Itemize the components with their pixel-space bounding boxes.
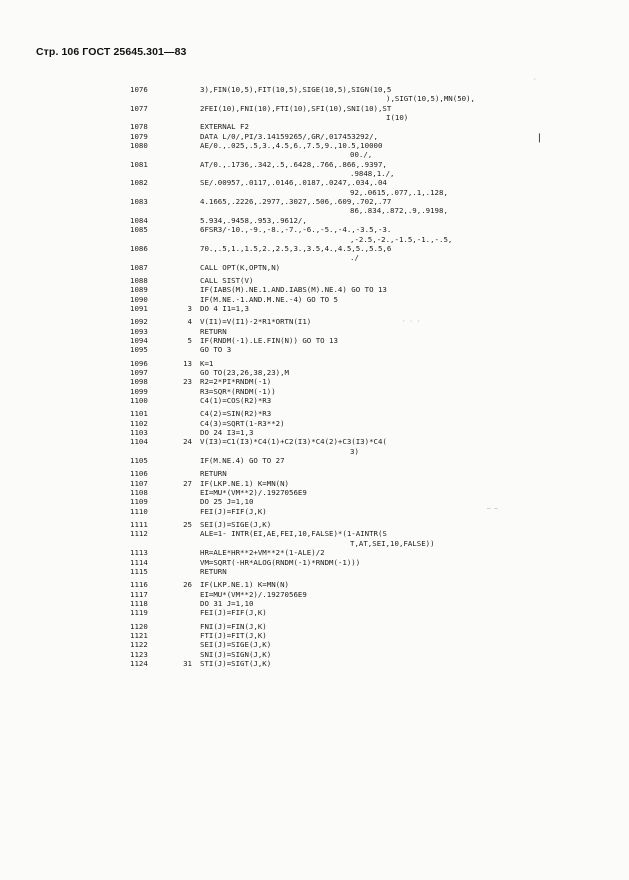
statement-label: 26 <box>183 580 192 590</box>
code-statement: IF(RNDM(-1).LE.FIN(N)) GO TO 13 <box>200 335 338 345</box>
code-statement: CALL SIST(V) <box>200 275 254 285</box>
code-statement: IF(LKP.NE.1) K=MN(N) <box>200 478 289 488</box>
page-header: Стр. 106 ГОСТ 25645.301—83 <box>36 46 187 58</box>
code-continuation: T,AT,SEI,10,FALSE)) <box>350 538 435 548</box>
listing-line <box>0 409 629 418</box>
code-statement: IF(M.NE.-1.AND.M.NE.-4) GO TO 5 <box>200 294 338 304</box>
statement-label: 27 <box>183 478 192 488</box>
line-number: 1103 <box>130 428 148 438</box>
code-statement: DATA L/0/,PI/3.14159265/,GR/,017453292/, <box>200 131 378 141</box>
listing-line <box>0 216 629 225</box>
listing-line <box>0 85 629 104</box>
listing-line <box>0 141 629 160</box>
listing-line <box>0 263 629 272</box>
line-number: 1092 <box>130 317 148 327</box>
listing-line <box>0 345 629 354</box>
listing-line <box>0 304 629 313</box>
code-statement: V(I3)=C1(I3)*C4(1)+C2(I3)*C4(2)+C3(I3)*C4( <box>200 437 387 447</box>
line-number: 1099 <box>130 386 148 396</box>
line-number: 1121 <box>130 630 148 640</box>
code-statement: IF(M.NE.4) GO TO 27 <box>200 456 285 466</box>
listing-line <box>0 608 629 617</box>
line-number: 1086 <box>130 243 148 253</box>
code-continuation: .9848,1./, <box>350 169 395 179</box>
listing-line <box>0 285 629 294</box>
line-number: 1107 <box>130 478 148 488</box>
listing-line <box>0 419 629 428</box>
line-number: 1124 <box>130 658 148 668</box>
line-number: 1111 <box>130 520 148 530</box>
listing-line <box>0 336 629 345</box>
code-statement: FEI(J)=FIF(J,K) <box>200 608 267 618</box>
code-statement: R2=2*PI*RNDM(-1) <box>200 377 272 387</box>
listing-line <box>0 456 629 465</box>
scan-speck: · <box>533 76 537 83</box>
listing-line <box>0 387 629 396</box>
margin-mark: ❘ <box>536 131 543 144</box>
code-statement: AT/0.,.1736,.342,.5,.6428,.766,.866,.9397, <box>200 159 387 169</box>
statement-label: 25 <box>183 520 192 530</box>
code-statement: IF(IABS(M).NE.1.AND.IABS(M).NE.4) GO TO 13 <box>200 285 387 295</box>
code-statement: V(I1)=V(I1)-2*R1*ORTN(I1) <box>200 317 312 327</box>
line-number: 1090 <box>130 294 148 304</box>
listing-line <box>0 428 629 437</box>
code-statement: SEI(J)=SIGE(J,K) <box>200 520 272 530</box>
code-statement: EI=MU*(VM**2)/.1927056E9 <box>200 589 307 599</box>
line-number: 1110 <box>130 506 148 516</box>
code-statement: 4.1665,.2226,.2977,.3027,.506,.609,.702,.77 <box>200 197 392 207</box>
code-statement: ALE=1- INTR(EI,AE,FEI,10,FALSE)*(1-AINTR(S <box>200 529 387 539</box>
listing-line <box>0 659 629 668</box>
line-number: 1088 <box>130 275 148 285</box>
listing-line <box>0 197 629 216</box>
listing-line <box>0 622 629 631</box>
listing-line <box>0 599 629 608</box>
listing-line <box>0 377 629 386</box>
code-statement: RETURN <box>200 566 227 576</box>
code-statement: CALL OPT(K,OPTN,N) <box>200 262 281 272</box>
listing-line <box>0 631 629 640</box>
code-statement: VM=SQRT(-HR*ALOG(RNDM(-1)*RNDM(-1))) <box>200 557 361 567</box>
line-number: 1109 <box>130 497 148 507</box>
code-statement: C4(3)=SQRT(1-R3**2) <box>200 418 285 428</box>
line-number: 1080 <box>130 141 148 151</box>
code-continuation: ./ <box>350 253 359 263</box>
code-statement: SNI(J)=SIGN(J,K) <box>200 649 272 659</box>
code-statement: K=1 <box>200 358 214 368</box>
line-number: 1095 <box>130 345 148 355</box>
code-continuation: 3) <box>350 446 359 456</box>
code-statement: DO 31 J=1,10 <box>200 598 254 608</box>
code-statement: RETURN <box>200 326 227 336</box>
code-statement: GO TO(23,26,38,23),M <box>200 367 289 377</box>
code-statement: 3),FIN(10,5),FIT(10,5),SIGE(10,5),SIGN(10,5 <box>200 85 392 94</box>
line-number: 1113 <box>130 548 148 558</box>
statement-label: 23 <box>183 377 192 387</box>
listing-line <box>0 479 629 488</box>
line-number: 1115 <box>130 566 148 576</box>
line-number: 1108 <box>130 488 148 498</box>
line-number: 1076 <box>130 85 148 94</box>
listing-line <box>0 295 629 304</box>
listing-line <box>0 276 629 285</box>
code-statement: FEI(J)=FIF(J,K) <box>200 506 267 516</box>
code-statement: 70.,.5,1.,1.5,2.,2.5,3.,3.5,4.,4.5,5.,5.5,6 <box>200 243 392 253</box>
line-number: 1122 <box>130 640 148 650</box>
listing-line <box>0 548 629 557</box>
listing-line <box>0 317 629 326</box>
line-number: 1117 <box>130 589 148 599</box>
listing-line <box>0 558 629 567</box>
scan-speck: — — <box>487 505 498 512</box>
line-number: 1123 <box>130 649 148 659</box>
code-continuation: ,-2.5,-2.,-1.5,-1.,-.5, <box>350 234 453 244</box>
line-number: 1102 <box>130 418 148 428</box>
listing-line <box>0 590 629 599</box>
code-statement: 5.934,.9458,.953,.9612/, <box>200 215 307 225</box>
listing-line <box>0 580 629 589</box>
listing-line <box>0 497 629 506</box>
line-number: 1077 <box>130 103 148 113</box>
code-listing <box>0 85 629 668</box>
listing-line <box>0 437 629 456</box>
line-number: 1101 <box>130 409 148 419</box>
statement-label: 3 <box>187 303 192 313</box>
listing-line <box>0 160 629 179</box>
code-statement: GO TO 3 <box>200 345 232 355</box>
listing-line <box>0 488 629 497</box>
code-statement: 2FEI(10),FNI(10),FTI(10),SFI(10),SNI(10),ST <box>200 103 392 113</box>
line-number: 1093 <box>130 326 148 336</box>
listing-line <box>0 567 629 576</box>
line-number: 1096 <box>130 358 148 368</box>
line-number: 1105 <box>130 456 148 466</box>
listing-line <box>0 225 629 244</box>
line-number: 1098 <box>130 377 148 387</box>
listing-line <box>0 529 629 548</box>
line-number: 1114 <box>130 557 148 567</box>
listing-line <box>0 507 629 516</box>
line-number: 1081 <box>130 159 148 169</box>
statement-label: 4 <box>187 317 192 327</box>
listing-line <box>0 327 629 336</box>
line-number: 1120 <box>130 621 148 631</box>
statement-label: 13 <box>183 358 192 368</box>
statement-label: 5 <box>187 335 192 345</box>
listing-line <box>0 359 629 368</box>
code-statement: 6FSR3/-10.,-9.,-8.,-7.,-6.,-5.,-4.,-3.5,-3. <box>200 225 392 235</box>
line-number: 1083 <box>130 197 148 207</box>
code-statement: RETURN <box>200 469 227 479</box>
code-statement: IF(LKP.NE.1) K=MN(N) <box>200 580 289 590</box>
listing-line <box>0 520 629 529</box>
code-continuation: ),SIGT(10,5),MN(50), <box>386 94 475 104</box>
line-number: 1089 <box>130 285 148 295</box>
listing-line <box>0 122 629 131</box>
line-number: 1085 <box>130 225 148 235</box>
listing-line <box>0 178 629 197</box>
statement-label: 31 <box>183 658 192 668</box>
code-statement: EXTERNAL F2 <box>200 122 249 132</box>
line-number: 1082 <box>130 178 148 188</box>
line-number: 1084 <box>130 215 148 225</box>
statement-label: 24 <box>183 437 192 447</box>
code-continuation: 00./, <box>350 150 373 160</box>
code-statement: DO 4 I1=1,3 <box>200 303 249 313</box>
code-statement: AE/0.,.025,.5,3.,4.5,6.,7.5,9.,10.5,10000 <box>200 141 383 151</box>
code-statement: STI(J)=SIGT(J,K) <box>200 658 272 668</box>
listing-line <box>0 640 629 649</box>
code-statement: DO 24 I3=1,3 <box>200 428 254 438</box>
code-continuation: 92,.0615,.077,.1,.128, <box>350 187 448 197</box>
code-statement: HR=ALE*HR**2+VM**2*(1-ALE)/2 <box>200 548 325 558</box>
scan-speck: · · · <box>402 318 421 325</box>
code-statement: SE/.00957,.0117,.0146,.0187,.0247,.034,.04 <box>200 178 387 188</box>
line-number: 1100 <box>130 396 148 405</box>
line-number: 1087 <box>130 262 148 272</box>
code-statement: EI=MU*(VM**2)/.1927056E9 <box>200 488 307 498</box>
line-number: 1119 <box>130 608 148 618</box>
code-statement: C4(2)=SIN(R2)*R3 <box>200 409 272 419</box>
line-number: 1106 <box>130 469 148 479</box>
line-number: 1094 <box>130 335 148 345</box>
code-statement: SEI(J)=SIGE(J,K) <box>200 640 272 650</box>
listing-line <box>0 368 629 377</box>
listing-line <box>0 244 629 263</box>
code-statement: FNI(J)=FIN(J,K) <box>200 621 267 631</box>
line-number: 1112 <box>130 529 148 539</box>
line-number: 1116 <box>130 580 148 590</box>
listing-line <box>0 650 629 659</box>
code-continuation: 86,.834,.872,.9,.9198, <box>350 206 448 216</box>
code-statement: R3=SQR*(RNDM(-1)) <box>200 386 276 396</box>
code-statement: DO 25 J=1,10 <box>200 497 254 507</box>
code-statement: FTI(J)=FIT(J,K) <box>200 630 267 640</box>
line-number: 1091 <box>130 303 148 313</box>
listing-line <box>0 104 629 123</box>
line-number: 1079 <box>130 131 148 141</box>
code-statement: C4(1)=COS(R2)*R3 <box>200 396 272 405</box>
listing-line <box>0 396 629 405</box>
code-continuation: I(10) <box>386 113 409 123</box>
listing-line <box>0 132 629 141</box>
line-number: 1118 <box>130 598 148 608</box>
line-number: 1078 <box>130 122 148 132</box>
line-number: 1097 <box>130 367 148 377</box>
listing-line <box>0 469 629 478</box>
line-number: 1104 <box>130 437 148 447</box>
